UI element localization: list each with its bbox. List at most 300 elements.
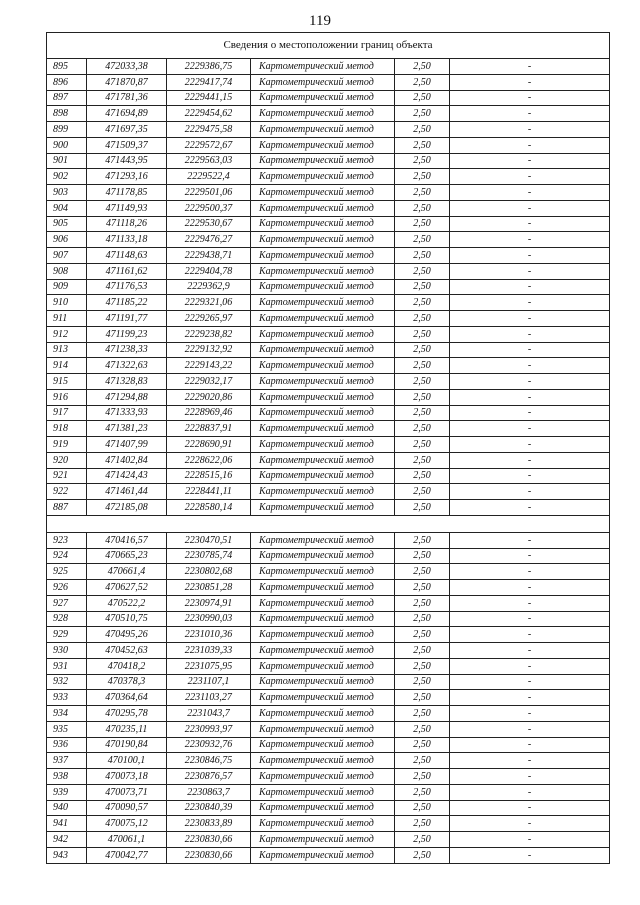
description-cell: - xyxy=(450,484,610,500)
table-row xyxy=(47,122,610,138)
x-coordinate-cell: 471199,23 xyxy=(87,326,167,342)
precision-cell: 2,50 xyxy=(395,216,450,232)
method-cell: Картометрический метод xyxy=(251,232,395,248)
page-number: 119 xyxy=(309,13,331,29)
y-coordinate-cell: 2229143,22 xyxy=(167,358,251,374)
method-cell: Картометрический метод xyxy=(251,847,395,863)
precision-cell: 2,50 xyxy=(395,548,450,564)
y-coordinate-cell: 2229386,75 xyxy=(167,59,251,75)
method-cell: Картометрический метод xyxy=(251,295,395,311)
table-row xyxy=(47,753,610,769)
description-cell: - xyxy=(450,405,610,421)
method-cell: Картометрический метод xyxy=(251,674,395,690)
table-row xyxy=(47,500,610,516)
x-coordinate-cell: 471133,18 xyxy=(87,232,167,248)
table-row xyxy=(47,800,610,816)
description-cell: - xyxy=(450,816,610,832)
precision-cell: 2,50 xyxy=(395,405,450,421)
x-coordinate-cell: 470495,26 xyxy=(87,627,167,643)
precision-cell: 2,50 xyxy=(395,484,450,500)
y-coordinate-cell: 2229020,86 xyxy=(167,389,251,405)
description-cell: - xyxy=(450,437,610,453)
precision-cell: 2,50 xyxy=(395,200,450,216)
table-row xyxy=(47,326,610,342)
table-title: Сведения о местоположении границ объекта xyxy=(47,33,610,59)
table-row xyxy=(47,279,610,295)
precision-cell: 2,50 xyxy=(395,706,450,722)
description-cell: - xyxy=(450,248,610,264)
table-row xyxy=(47,769,610,785)
table-row xyxy=(47,216,610,232)
y-coordinate-cell: 2230802,68 xyxy=(167,564,251,580)
y-coordinate-cell: 2229404,78 xyxy=(167,263,251,279)
y-coordinate-cell: 2231010,36 xyxy=(167,627,251,643)
method-cell: Картометрический метод xyxy=(251,737,395,753)
description-cell: - xyxy=(450,389,610,405)
x-coordinate-cell: 471333,93 xyxy=(87,405,167,421)
x-coordinate-cell: 471176,53 xyxy=(87,279,167,295)
point-number-cell: 896 xyxy=(47,74,87,90)
precision-cell: 2,50 xyxy=(395,643,450,659)
x-coordinate-cell: 471178,85 xyxy=(87,185,167,201)
description-cell: - xyxy=(450,122,610,138)
description-cell: - xyxy=(450,311,610,327)
table-row xyxy=(47,106,610,122)
precision-cell: 2,50 xyxy=(395,532,450,548)
x-coordinate-cell: 470452,63 xyxy=(87,643,167,659)
precision-cell: 2,50 xyxy=(395,90,450,106)
point-number-cell: 909 xyxy=(47,279,87,295)
precision-cell: 2,50 xyxy=(395,784,450,800)
method-cell: Картометрический метод xyxy=(251,753,395,769)
table-row xyxy=(47,564,610,580)
method-cell: Картометрический метод xyxy=(251,832,395,848)
y-coordinate-cell: 2230785,74 xyxy=(167,548,251,564)
method-cell: Картометрический метод xyxy=(251,690,395,706)
y-coordinate-cell: 2229572,67 xyxy=(167,137,251,153)
y-coordinate-cell: 2229417,74 xyxy=(167,74,251,90)
table-row xyxy=(47,674,610,690)
y-coordinate-cell: 2231075,95 xyxy=(167,658,251,674)
x-coordinate-cell: 471697,35 xyxy=(87,122,167,138)
y-coordinate-cell: 2229438,71 xyxy=(167,248,251,264)
y-coordinate-cell: 2230932,76 xyxy=(167,737,251,753)
table-row xyxy=(47,153,610,169)
x-coordinate-cell: 470416,57 xyxy=(87,532,167,548)
description-cell: - xyxy=(450,500,610,516)
precision-cell: 2,50 xyxy=(395,279,450,295)
y-coordinate-cell: 2229475,58 xyxy=(167,122,251,138)
description-cell: - xyxy=(450,721,610,737)
y-coordinate-cell: 2228580,14 xyxy=(167,500,251,516)
method-cell: Картометрический метод xyxy=(251,595,395,611)
x-coordinate-cell: 470378,3 xyxy=(87,674,167,690)
description-cell: - xyxy=(450,342,610,358)
description-cell: - xyxy=(450,421,610,437)
description-cell: - xyxy=(450,74,610,90)
table-row xyxy=(47,311,610,327)
y-coordinate-cell: 2230876,57 xyxy=(167,769,251,785)
point-number-cell: 936 xyxy=(47,737,87,753)
method-cell: Картометрический метод xyxy=(251,389,395,405)
x-coordinate-cell: 471694,89 xyxy=(87,106,167,122)
method-cell: Картометрический метод xyxy=(251,326,395,342)
y-coordinate-cell: 2228969,46 xyxy=(167,405,251,421)
precision-cell: 2,50 xyxy=(395,595,450,611)
point-number-cell: 906 xyxy=(47,232,87,248)
point-number-cell: 904 xyxy=(47,200,87,216)
x-coordinate-cell: 471870,87 xyxy=(87,74,167,90)
description-cell: - xyxy=(450,832,610,848)
precision-cell: 2,50 xyxy=(395,564,450,580)
description-cell: - xyxy=(450,263,610,279)
description-cell: - xyxy=(450,200,610,216)
table-row xyxy=(47,59,610,75)
point-number-cell: 895 xyxy=(47,59,87,75)
precision-cell: 2,50 xyxy=(395,421,450,437)
point-number-cell: 941 xyxy=(47,816,87,832)
precision-cell: 2,50 xyxy=(395,374,450,390)
method-cell: Картометрический метод xyxy=(251,611,395,627)
point-number-cell: 887 xyxy=(47,500,87,516)
description-cell: - xyxy=(450,374,610,390)
x-coordinate-cell: 470061,1 xyxy=(87,832,167,848)
table-row xyxy=(47,358,610,374)
description-cell: - xyxy=(450,279,610,295)
table-row xyxy=(47,248,610,264)
y-coordinate-cell: 2228690,91 xyxy=(167,437,251,453)
y-coordinate-cell: 2229563,03 xyxy=(167,153,251,169)
method-cell: Картометрический метод xyxy=(251,500,395,516)
y-coordinate-cell: 2230470,51 xyxy=(167,532,251,548)
point-number-cell: 897 xyxy=(47,90,87,106)
y-coordinate-cell: 2230863,7 xyxy=(167,784,251,800)
point-number-cell: 912 xyxy=(47,326,87,342)
method-cell: Картометрический метод xyxy=(251,153,395,169)
table-row xyxy=(47,232,610,248)
x-coordinate-cell: 471149,93 xyxy=(87,200,167,216)
method-cell: Картометрический метод xyxy=(251,405,395,421)
method-cell: Картометрический метод xyxy=(251,358,395,374)
precision-cell: 2,50 xyxy=(395,658,450,674)
y-coordinate-cell: 2229500,37 xyxy=(167,200,251,216)
method-cell: Картометрический метод xyxy=(251,784,395,800)
x-coordinate-cell: 471118,26 xyxy=(87,216,167,232)
point-number-cell: 918 xyxy=(47,421,87,437)
method-cell: Картометрический метод xyxy=(251,185,395,201)
method-cell: Картометрический метод xyxy=(251,468,395,484)
point-number-cell: 916 xyxy=(47,389,87,405)
precision-cell: 2,50 xyxy=(395,232,450,248)
method-cell: Картометрический метод xyxy=(251,248,395,264)
description-cell: - xyxy=(450,611,610,627)
point-number-cell: 940 xyxy=(47,800,87,816)
point-number-cell: 929 xyxy=(47,627,87,643)
table-row xyxy=(47,690,610,706)
point-number-cell: 903 xyxy=(47,185,87,201)
point-number-cell: 943 xyxy=(47,847,87,863)
y-coordinate-cell: 2230840,39 xyxy=(167,800,251,816)
precision-cell: 2,50 xyxy=(395,452,450,468)
point-number-cell: 923 xyxy=(47,532,87,548)
description-cell: - xyxy=(450,658,610,674)
point-number-cell: 933 xyxy=(47,690,87,706)
precision-cell: 2,50 xyxy=(395,295,450,311)
description-cell: - xyxy=(450,643,610,659)
method-cell: Картометрический метод xyxy=(251,800,395,816)
table-row xyxy=(47,847,610,863)
description-cell: - xyxy=(450,232,610,248)
point-number-cell: 935 xyxy=(47,721,87,737)
x-coordinate-cell: 470073,71 xyxy=(87,784,167,800)
table-row xyxy=(47,784,610,800)
point-number-cell: 937 xyxy=(47,753,87,769)
y-coordinate-cell: 2229441,15 xyxy=(167,90,251,106)
x-coordinate-cell: 471461,44 xyxy=(87,484,167,500)
description-cell: - xyxy=(450,169,610,185)
x-coordinate-cell: 471424,43 xyxy=(87,468,167,484)
y-coordinate-cell: 2229265,97 xyxy=(167,311,251,327)
method-cell: Картометрический метод xyxy=(251,532,395,548)
description-cell: - xyxy=(450,295,610,311)
method-cell: Картометрический метод xyxy=(251,548,395,564)
table-row xyxy=(47,137,610,153)
y-coordinate-cell: 2230846,75 xyxy=(167,753,251,769)
y-coordinate-cell: 2229501,06 xyxy=(167,185,251,201)
precision-cell: 2,50 xyxy=(395,627,450,643)
x-coordinate-cell: 471443,95 xyxy=(87,153,167,169)
x-coordinate-cell: 471148,63 xyxy=(87,248,167,264)
y-coordinate-cell: 2229238,82 xyxy=(167,326,251,342)
block-separator-row xyxy=(47,515,610,532)
x-coordinate-cell: 471161,62 xyxy=(87,263,167,279)
description-cell: - xyxy=(450,564,610,580)
table-row xyxy=(47,185,610,201)
precision-cell: 2,50 xyxy=(395,358,450,374)
precision-cell: 2,50 xyxy=(395,137,450,153)
precision-cell: 2,50 xyxy=(395,468,450,484)
x-coordinate-cell: 471322,63 xyxy=(87,358,167,374)
method-cell: Картометрический метод xyxy=(251,74,395,90)
description-cell: - xyxy=(450,627,610,643)
table-title-row xyxy=(47,33,610,59)
table-row xyxy=(47,658,610,674)
precision-cell: 2,50 xyxy=(395,847,450,863)
block-separator-cell xyxy=(47,515,610,532)
method-cell: Картометрический метод xyxy=(251,627,395,643)
method-cell: Картометрический метод xyxy=(251,169,395,185)
description-cell: - xyxy=(450,153,610,169)
point-number-cell: 900 xyxy=(47,137,87,153)
y-coordinate-cell: 2229522,4 xyxy=(167,169,251,185)
method-cell: Картометрический метод xyxy=(251,342,395,358)
y-coordinate-cell: 2230851,28 xyxy=(167,580,251,596)
y-coordinate-cell: 2229476,27 xyxy=(167,232,251,248)
table-row xyxy=(47,643,610,659)
description-cell: - xyxy=(450,106,610,122)
y-coordinate-cell: 2229321,06 xyxy=(167,295,251,311)
x-coordinate-cell: 471781,36 xyxy=(87,90,167,106)
precision-cell: 2,50 xyxy=(395,106,450,122)
y-coordinate-cell: 2231107,1 xyxy=(167,674,251,690)
description-cell: - xyxy=(450,784,610,800)
table-row xyxy=(47,90,610,106)
point-number-cell: 911 xyxy=(47,311,87,327)
y-coordinate-cell: 2230993,97 xyxy=(167,721,251,737)
y-coordinate-cell: 2229132,92 xyxy=(167,342,251,358)
x-coordinate-cell: 471238,33 xyxy=(87,342,167,358)
x-coordinate-cell: 471407,99 xyxy=(87,437,167,453)
y-coordinate-cell: 2230974,91 xyxy=(167,595,251,611)
method-cell: Картометрический метод xyxy=(251,263,395,279)
method-cell: Картометрический метод xyxy=(251,580,395,596)
precision-cell: 2,50 xyxy=(395,800,450,816)
x-coordinate-cell: 471191,77 xyxy=(87,311,167,327)
table-row xyxy=(47,421,610,437)
method-cell: Картометрический метод xyxy=(251,658,395,674)
description-cell: - xyxy=(450,737,610,753)
point-number-cell: 934 xyxy=(47,706,87,722)
table-row xyxy=(47,74,610,90)
precision-cell: 2,50 xyxy=(395,185,450,201)
point-number-cell: 921 xyxy=(47,468,87,484)
table-row xyxy=(47,263,610,279)
method-cell: Картометрический метод xyxy=(251,452,395,468)
precision-cell: 2,50 xyxy=(395,753,450,769)
point-number-cell: 899 xyxy=(47,122,87,138)
method-cell: Картометрический метод xyxy=(251,279,395,295)
method-cell: Картометрический метод xyxy=(251,437,395,453)
y-coordinate-cell: 2229454,62 xyxy=(167,106,251,122)
x-coordinate-cell: 470665,23 xyxy=(87,548,167,564)
table-row xyxy=(47,437,610,453)
point-number-cell: 939 xyxy=(47,784,87,800)
precision-cell: 2,50 xyxy=(395,263,450,279)
x-coordinate-cell: 470627,52 xyxy=(87,580,167,596)
table-row xyxy=(47,595,610,611)
precision-cell: 2,50 xyxy=(395,690,450,706)
point-number-cell: 927 xyxy=(47,595,87,611)
x-coordinate-cell: 471509,37 xyxy=(87,137,167,153)
table-row xyxy=(47,452,610,468)
precision-cell: 2,50 xyxy=(395,389,450,405)
table-row xyxy=(47,816,610,832)
point-number-cell: 926 xyxy=(47,580,87,596)
description-cell: - xyxy=(450,753,610,769)
point-number-cell: 910 xyxy=(47,295,87,311)
point-number-cell: 942 xyxy=(47,832,87,848)
precision-cell: 2,50 xyxy=(395,248,450,264)
point-number-cell: 924 xyxy=(47,548,87,564)
method-cell: Картометрический метод xyxy=(251,564,395,580)
point-number-cell: 901 xyxy=(47,153,87,169)
point-number-cell: 914 xyxy=(47,358,87,374)
precision-cell: 2,50 xyxy=(395,674,450,690)
y-coordinate-cell: 2230830,66 xyxy=(167,832,251,848)
precision-cell: 2,50 xyxy=(395,611,450,627)
point-number-cell: 908 xyxy=(47,263,87,279)
table-row xyxy=(47,169,610,185)
y-coordinate-cell: 2228622,06 xyxy=(167,452,251,468)
description-cell: - xyxy=(450,452,610,468)
precision-cell: 2,50 xyxy=(395,769,450,785)
precision-cell: 2,50 xyxy=(395,832,450,848)
point-number-cell: 917 xyxy=(47,405,87,421)
table-row xyxy=(47,484,610,500)
x-coordinate-cell: 472185,08 xyxy=(87,500,167,516)
precision-cell: 2,50 xyxy=(395,169,450,185)
table-row xyxy=(47,737,610,753)
table-row xyxy=(47,706,610,722)
y-coordinate-cell: 2229362,9 xyxy=(167,279,251,295)
description-cell: - xyxy=(450,769,610,785)
description-cell: - xyxy=(450,580,610,596)
table-row xyxy=(47,532,610,548)
table-row xyxy=(47,295,610,311)
description-cell: - xyxy=(450,532,610,548)
y-coordinate-cell: 2229032,17 xyxy=(167,374,251,390)
description-cell: - xyxy=(450,595,610,611)
y-coordinate-cell: 2230833,89 xyxy=(167,816,251,832)
method-cell: Картометрический метод xyxy=(251,216,395,232)
description-cell: - xyxy=(450,216,610,232)
table-row xyxy=(47,611,610,627)
precision-cell: 2,50 xyxy=(395,437,450,453)
point-number-cell: 938 xyxy=(47,769,87,785)
x-coordinate-cell: 470190,84 xyxy=(87,737,167,753)
point-number-cell: 922 xyxy=(47,484,87,500)
x-coordinate-cell: 471294,88 xyxy=(87,389,167,405)
description-cell: - xyxy=(450,800,610,816)
method-cell: Картометрический метод xyxy=(251,106,395,122)
y-coordinate-cell: 2230990,03 xyxy=(167,611,251,627)
method-cell: Картометрический метод xyxy=(251,200,395,216)
description-cell: - xyxy=(450,185,610,201)
description-cell: - xyxy=(450,137,610,153)
x-coordinate-cell: 470418,2 xyxy=(87,658,167,674)
method-cell: Картометрический метод xyxy=(251,137,395,153)
point-number-cell: 930 xyxy=(47,643,87,659)
point-number-cell: 902 xyxy=(47,169,87,185)
point-number-cell: 932 xyxy=(47,674,87,690)
x-coordinate-cell: 470100,1 xyxy=(87,753,167,769)
method-cell: Картометрический метод xyxy=(251,484,395,500)
y-coordinate-cell: 2228515,16 xyxy=(167,468,251,484)
precision-cell: 2,50 xyxy=(395,737,450,753)
precision-cell: 2,50 xyxy=(395,326,450,342)
y-coordinate-cell: 2228441,11 xyxy=(167,484,251,500)
method-cell: Картометрический метод xyxy=(251,311,395,327)
table-row xyxy=(47,721,610,737)
precision-cell: 2,50 xyxy=(395,122,450,138)
precision-cell: 2,50 xyxy=(395,580,450,596)
y-coordinate-cell: 2231039,33 xyxy=(167,643,251,659)
method-cell: Картометрический метод xyxy=(251,816,395,832)
precision-cell: 2,50 xyxy=(395,59,450,75)
table-row xyxy=(47,468,610,484)
table-row xyxy=(47,832,610,848)
precision-cell: 2,50 xyxy=(395,153,450,169)
table-row xyxy=(47,342,610,358)
method-cell: Картометрический метод xyxy=(251,421,395,437)
method-cell: Картометрический метод xyxy=(251,769,395,785)
precision-cell: 2,50 xyxy=(395,500,450,516)
point-number-cell: 907 xyxy=(47,248,87,264)
y-coordinate-cell: 2231043,7 xyxy=(167,706,251,722)
description-cell: - xyxy=(450,468,610,484)
table-row xyxy=(47,200,610,216)
x-coordinate-cell: 471328,83 xyxy=(87,374,167,390)
